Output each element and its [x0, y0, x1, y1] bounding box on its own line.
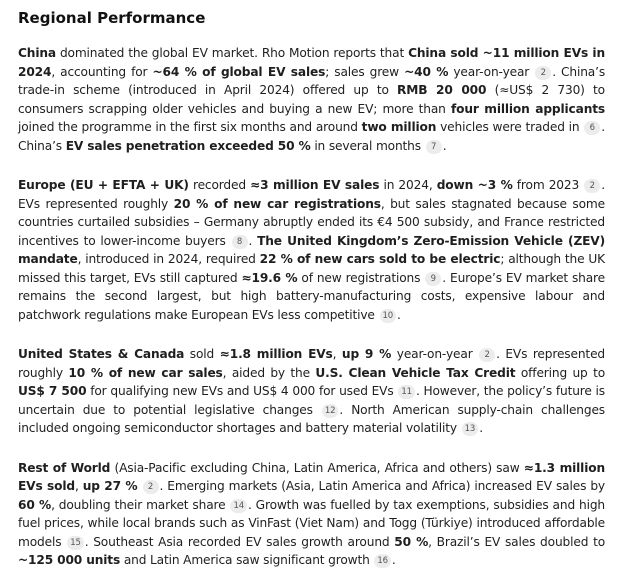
bold-text: 10 % of new car sales	[68, 365, 223, 380]
bold-text: four million applicants	[450, 101, 605, 116]
body-text: (≈US$ 2 730) to consumers scrapping older vehicles and buying a new EV; more than	[18, 83, 605, 116]
paragraph-china	[18, 44, 605, 155]
body-text: . Southeast Asia recorded EV sales growth around	[84, 534, 395, 549]
body-text: recorded	[188, 178, 251, 192]
citation-badge[interactable]: 2	[535, 66, 551, 80]
body-text: . EVs represented roughly	[18, 178, 605, 211]
bold-text: Europe (EU + EFTA + UK)	[18, 178, 189, 192]
bold-text: RMB 20 000	[397, 83, 487, 97]
bold-text: The United Kingdom’s Zero-Emission Vehicle (ZEV) mandate	[18, 233, 606, 266]
bold-text: up 27 %	[82, 479, 138, 493]
body-text: . EVs represented roughly	[18, 347, 605, 380]
body-text: offering up to	[515, 365, 606, 380]
bold-text: ≈1.8 million EVs	[219, 347, 333, 361]
bold-text: China sold ~11 million EVs in 2024	[18, 46, 605, 79]
bold-text: ≈1.3 million EVs sold	[18, 460, 605, 493]
citation-badge[interactable]: 12	[322, 404, 339, 418]
bold-text: US$ 7 500	[18, 384, 87, 398]
body-text: . Emerging markets (Asia, Latin America and Africa) increased EV sales by	[159, 479, 605, 493]
citation-badge[interactable]: 2	[479, 348, 495, 362]
body-text: ,	[332, 347, 342, 361]
bold-text: ~64 % of global EV sales	[152, 64, 326, 79]
bold-text: ~40 %	[404, 64, 449, 79]
paragraph-europe	[18, 176, 605, 324]
body-text: joined the programme in the first six months and around	[18, 120, 362, 134]
paragraph-rest-of-world	[18, 459, 605, 570]
citation-badge[interactable]: 14	[230, 499, 247, 513]
body-text: in several months	[310, 138, 425, 153]
body-text: from 2023	[512, 178, 584, 192]
body-text: . China’s	[18, 120, 606, 153]
bold-text: China	[18, 46, 56, 60]
body-text: , accounting for	[51, 64, 153, 79]
body-text: .	[442, 138, 447, 153]
citation-badge[interactable]: 16	[374, 554, 391, 568]
body-text: for qualifying new EVs and US$ 4 000 for used EVs	[86, 384, 398, 398]
bold-text: 60 %	[18, 497, 52, 512]
body-text: ; sales grew	[325, 64, 405, 79]
bold-text: up 9 %	[341, 347, 392, 361]
bold-text: 50 %	[394, 534, 429, 549]
body-text: (Asia-Pacific excluding China, Latin America, Africa and others) saw	[110, 460, 524, 475]
body-text: in 2024,	[379, 178, 437, 192]
body-text: , doubling their market share	[51, 497, 230, 512]
bold-text: Rest of World	[18, 460, 111, 475]
citation-badge[interactable]: 13	[462, 422, 479, 436]
body-text: year-on-year	[391, 347, 479, 361]
body-text: .	[397, 307, 401, 322]
citation-badge[interactable]: 7	[426, 140, 442, 154]
bold-text: United States & Canada	[18, 347, 185, 361]
bold-text: down ~3 %	[436, 178, 513, 192]
bold-text: two million	[361, 120, 437, 134]
body-text: dominated the global EV market. Rho Motion reports that	[55, 46, 409, 60]
citation-badge[interactable]: 6	[584, 121, 600, 135]
body-text: , introduced in 2024, required	[77, 252, 260, 266]
body-text: . North American supply-chain challenges included ongoing semiconductor shortages and battery material volatility	[18, 402, 606, 435]
body-text: .	[248, 233, 258, 248]
body-text	[137, 479, 141, 493]
bold-text: U.S. Clean Vehicle Tax Credit	[315, 365, 516, 380]
body-text: sold	[184, 347, 220, 361]
bold-text: EV sales penetration exceeded 50 %	[65, 138, 311, 153]
bold-text: ≈19.6 %	[241, 270, 298, 285]
body-text: ,	[74, 479, 83, 493]
citation-badge[interactable]: 9	[425, 272, 441, 286]
body-text: ; although the UK missed this target, EVs still captured	[18, 252, 605, 285]
body-text: .	[391, 553, 396, 567]
citation-badge[interactable]: 8	[232, 235, 248, 249]
citation-badge[interactable]: 2	[143, 480, 159, 494]
body-text: , but sales stagnated because some countries curtailed subsidies – Germany abruptly ended its €4 500 subsidy, and France restricted incentives to lower-income buyers	[18, 196, 605, 248]
citation-badge[interactable]: 11	[398, 385, 415, 399]
citation-badge[interactable]: 10	[380, 309, 397, 323]
body-text: . China’s trade-in scheme (introduced in April 2024) offered up to	[18, 64, 606, 97]
body-text: . Europe’s EV market share remains the second largest, but high battery-manufacturing costs, expensive labour and patchwork regulations make European EVs less competitive	[18, 270, 606, 322]
bold-text: 20 % of new car registrations	[173, 196, 381, 211]
body-text: .	[479, 421, 483, 435]
body-text: of new registrations	[297, 270, 425, 285]
citation-badge[interactable]: 15	[67, 536, 84, 550]
body-text: vehicles were traded in	[436, 120, 584, 134]
bold-text: 22 % of new cars sold to be electric	[259, 252, 501, 266]
citation-badge[interactable]: 2	[584, 179, 600, 193]
body-text: , aided by the	[222, 365, 316, 380]
body-text: . However, the policy’s future is uncertain due to potential legislative changes	[18, 384, 605, 417]
paragraph-us-canada	[18, 345, 605, 438]
body-text: and Latin America saw significant growth	[120, 553, 374, 567]
bold-text: ~125 000 units	[18, 553, 121, 567]
bold-text: ≈3 million EV sales	[250, 178, 380, 192]
section-heading: Regional Performance	[18, 9, 206, 27]
body-text: year-on-year	[448, 64, 535, 79]
body-text: . Growth was fuelled by tax exemptions, subsidies and high fuel prices, while local brands such as VinFast (Viet Nam) and Togg (Türkiye) introduced affordable models	[18, 497, 605, 549]
body-text: , Brazil’s EV sales doubled to	[428, 534, 605, 549]
